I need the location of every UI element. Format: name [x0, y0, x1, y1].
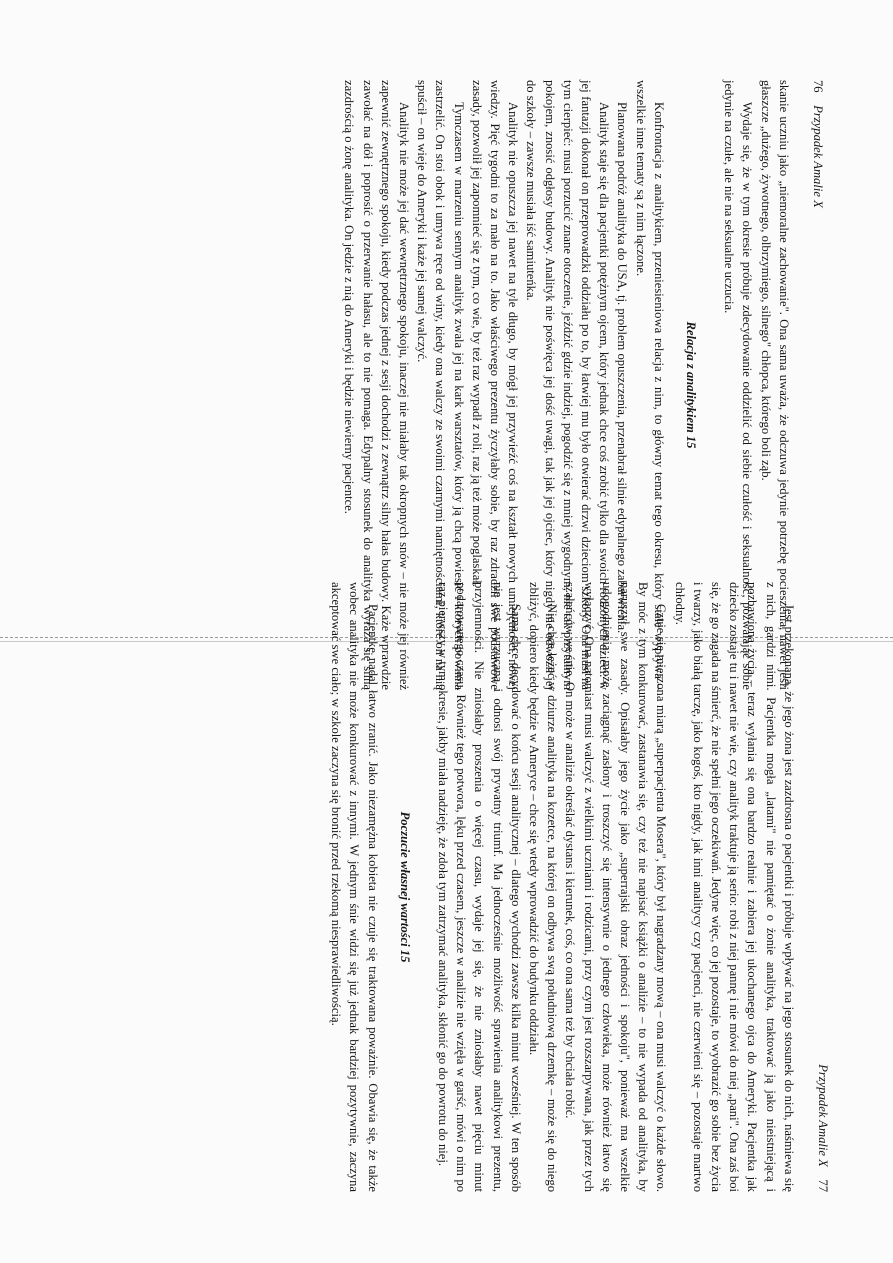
- paragraph: Jest przekonana, że jego żona jest zazdrosna o pacjentki i próbuje wpływać na jego stosunek do nich, naśmiewa się z nich, gardzi nimi. Pacjentka mogła „latami" nie pamiętać o żonie analityka, traktować ją jako nieistniejącą i pozbawioną życia – teraz wyłania się ona bardzo realnie i zabiera jej ukochanego ojca do Ameryki. Pacjentka jak dziecko zostaje tu i nawet nie wie, czy analityk traktuje ją serio: robi z niej pannę i nie mówi do niej „pani". Ona zaś boi się, że go zagada na śmierć, że nie spełni jego oczekiwań. Jedyne więc, co jej pozostaje, to wyobrazić go sobie bez życia i twarzy, jako białą tarczę, jako kogoś, kto nigdy, jak inni analitycy czy pacjenci, nie czerwieni się – pozostaje martwo chłodny.: [672, 582, 796, 1192]
- paragraph: Analityk nie może jej dać wewnętrznego spokoju, inaczej nie miałaby tak okropnych snów – nie może jej również zapewnić zewnętrznego spokoju, kiedy podczas jednej z sesji dochodzi z zewnątrz silny hałas budowy. Każe wprawdzie zawołać na dół i poprosić o przerwanie hałasu, ale to nie pomaga. Edypalny stosunek do analityka wyraża się silną zazdrością o żonę analityka. On jedzie z nią do Ameryki i będzie niewierny pacjentce.: [341, 80, 411, 690]
- running-head-77: [813, 582, 831, 1192]
- page-number: 77: [815, 1179, 830, 1192]
- page-77: [72, 582, 832, 1192]
- paragraph: Analityk staje się dla pacjentki potężnym ojcem, który jednak chce coś zrobić tylko dla swoich rodzonych dzieci: w jej fantazji dokonał on przeprowadzki oddziału po to, by łatwiej mu było otwierać drzwi dzieciom szkoły. Ona musi na tym cierpieć: musi porzucić znane otoczenie, jeździć gdzie indziej, pogodzić się z mniej wygodnym, nie tak przytulnym pokojem, znosić odgłosy budowy. Analityk nie poświęca jej dość uwagi, tak jak jej ojciec, który nigdy nie odwoził jej do szkoły – zawsze musiała iść samiuteńka.: [523, 80, 611, 690]
- running-head-title: Przypadek Amalie X: [810, 105, 825, 208]
- paragraph: Sama chce decydować o końcu sesji analitycznej – dlatego wychodzi zawsze kilka minut wcześniej. W ten sposób nie jest wyrzucana i odnosi swój prywatny triumf. Ma jednocześnie możliwość sprawienia analitykowi prezentu, przyjemności. Nie zniosłaby proszenia o więcej czasu, wydaje jej się, że nie zniosłaby nawet pięciu minut podarowanego czasu. Również tego potwora, lęku przed czasem, jeszcze w analizie nie wzięła w garść, mówi o nim po raz pierwszy w tym okresie, jakby miała nadzieję, że zdoła tym zatrzymać analityka, skłonić go do powrotu do niej.: [435, 582, 523, 1192]
- paragraph: Planowana podróż analityka do USA, tj. problem opuszczenia, przenabrał silnie edypalnego zabarwienia.: [614, 102, 629, 634]
- paragraph: Konfrontacja z analitykiem, przeniesieniowa relacja z nim, to główny temat tego okresu, który stale wypływa – wszelkie inne tematy są z nim łączone.: [633, 80, 666, 690]
- paragraph: Nie chce leżeć w dziurze analityka na kozetce, na której on odbywa swą południową drzemkę – może się do niego zbliżyć, dopiero kiedy będzie w Ameryce – chce się wtedy wprowadzić do budynku oddziału.: [526, 582, 559, 1192]
- paragraph: skanie uczniu jako „niemoralne zachowanie". Ona sama uważa, że odczuwa jedynie potrzebę pocieszenia, nawet jeśli głaszcze „dużego, żywotnego, olbrzymiego, silnego" chłopca, którego boli ząb.: [758, 80, 791, 690]
- paragraph: Tymczasem w marzeniu sennym analityk zwala jej na kark warsztatów, który ją chcą powiesić i których powinna zastrzelić. On stoi obok i umywa ręce od winy, kiedy ona walczy ze swoimi czarnymi namiętnościami, które on na nią spuścił – on wieje do Ameryki i każe jej samej walczyć.: [414, 80, 466, 690]
- paragraph: Wydaje się, że w tym okresie próbuje zdecydowanie oddzielić od siebie czułość i seksualność, pozwalając sobie jedynie na czułe, ale nie na seksualne uczucia.: [721, 80, 754, 690]
- paragraph: Czuje się mierzona miarą „superpacjenta Mosera", który był nagradzany mową – ona musi walczyć o każde słowo. By móc z tym konkurować, zastanawia się, czy też nie napisać książki o analizie – to nie wypada od analityka, by naruszył swe zasady. Opisałaby jego życie jako „superrajski obraz jedności i spokoju", ponieważ ma wszelkie udogodnienia: może zaciągnąć zasłony i troszczyć się intensywnie o jednego człowieka, może również łatwo się wyłączyć. Ona natomiast musi walczyć z wielkimi uczniami i rodzicami, przy czym jest rozszarpywana, jak przez tych szaleńców we śnie. On może w analizie określać dystans i kierunek, coś, co ona sama też by chciała robić.: [562, 582, 668, 1192]
- section-heading: Poczucie własnej wartości 15: [397, 811, 412, 963]
- running-head-title: Przypadek Amalie X: [815, 1064, 830, 1167]
- paragraph: Analityk nie opuszcza jej nawet na tyle długo, by mógł jej przywieźć coś na kształt nowych umiejętności, nowej wiedzy. Pięć tygodni to za mało na to. Jako właściwego prezentu życzyłaby sobie, by raz zdradził swe podstawowe zasady, pozwolił jej zapomnieć się z tym, co wie, by też raz wypadł z roli, raz ją też może poglaskał.: [469, 80, 520, 690]
- page-number: 76: [810, 80, 825, 93]
- section-heading: Relacja z analitykiem 15: [683, 321, 698, 449]
- paragraph: Pacjentkę nadal łatwo zranić. Jako niezamężna kobieta nie czuje się traktowana poważnie. Obawia się, że także wobec analityka nie może konkurować z innymi. W jednym śnie widzi się już jednak bardziej pozytywnie, zaczyna akceptować swe ciało; w szkole zaczyna się bronić przed rzekomą niesprawiedliwością.: [328, 582, 380, 1192]
